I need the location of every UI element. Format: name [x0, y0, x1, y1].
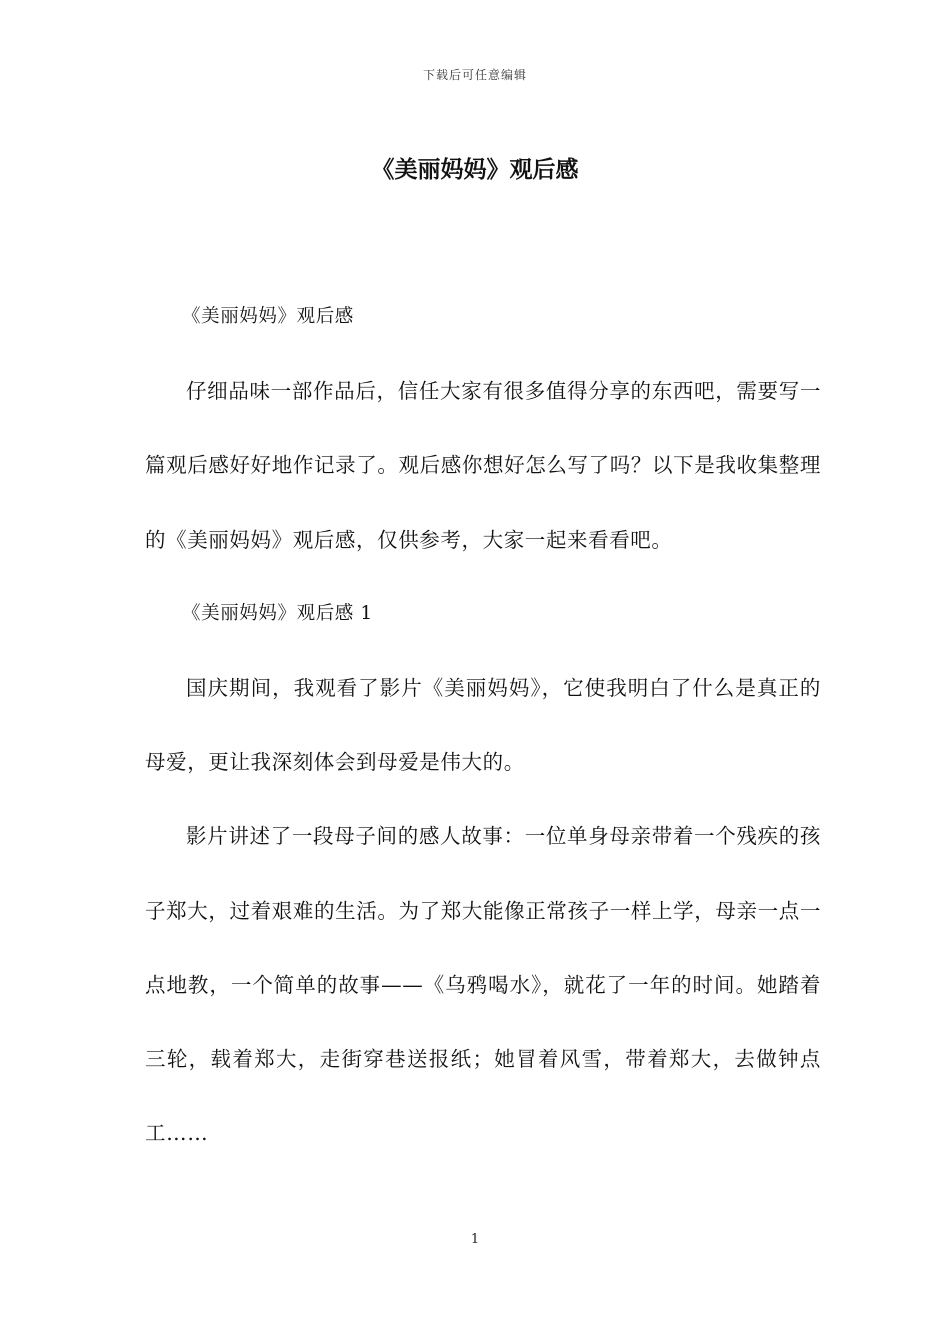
section-heading: 《美丽妈妈》观后感 1 — [182, 602, 373, 624]
page-number: 1 — [470, 1232, 480, 1247]
document-title: 《美丽妈妈》观后感 — [371, 156, 579, 183]
document-body — [145, 280, 821, 1170]
section-heading: 《美丽妈妈》观后感 — [182, 306, 354, 327]
body-paragraph: 影片讲述了一段母子间的感人故事：一位单身母亲带着一个残疾的孩子郑大，过着艰难的生活。为了郑大能像正常孩子一样上学，母亲一点一点地教，一个简单的故事——《乌鸦喝水》，就花了一年的时间。她踏着三轮，载着郑大，走街穿巷送报纸；她冒着风雪，带着郑大，去做钟点工…… — [145, 824, 821, 1146]
header-note: 下载后可任意编辑 — [422, 68, 527, 82]
body-paragraph: 国庆期间，我观看了影片《美丽妈妈》，它使我明白了什么是真正的母爱，更让我深刻体会到母爱是伟大的。 — [145, 676, 821, 775]
intro-paragraph: 仔细品味一部作品后，信任大家有很多值得分享的东西吧，需要写一篇观后感好好地作记录了。观后感你想好怎么写了吗？以下是我收集整理的《美丽妈妈》观后感，仅供参考，大家一起来看看吧。 — [145, 379, 821, 552]
